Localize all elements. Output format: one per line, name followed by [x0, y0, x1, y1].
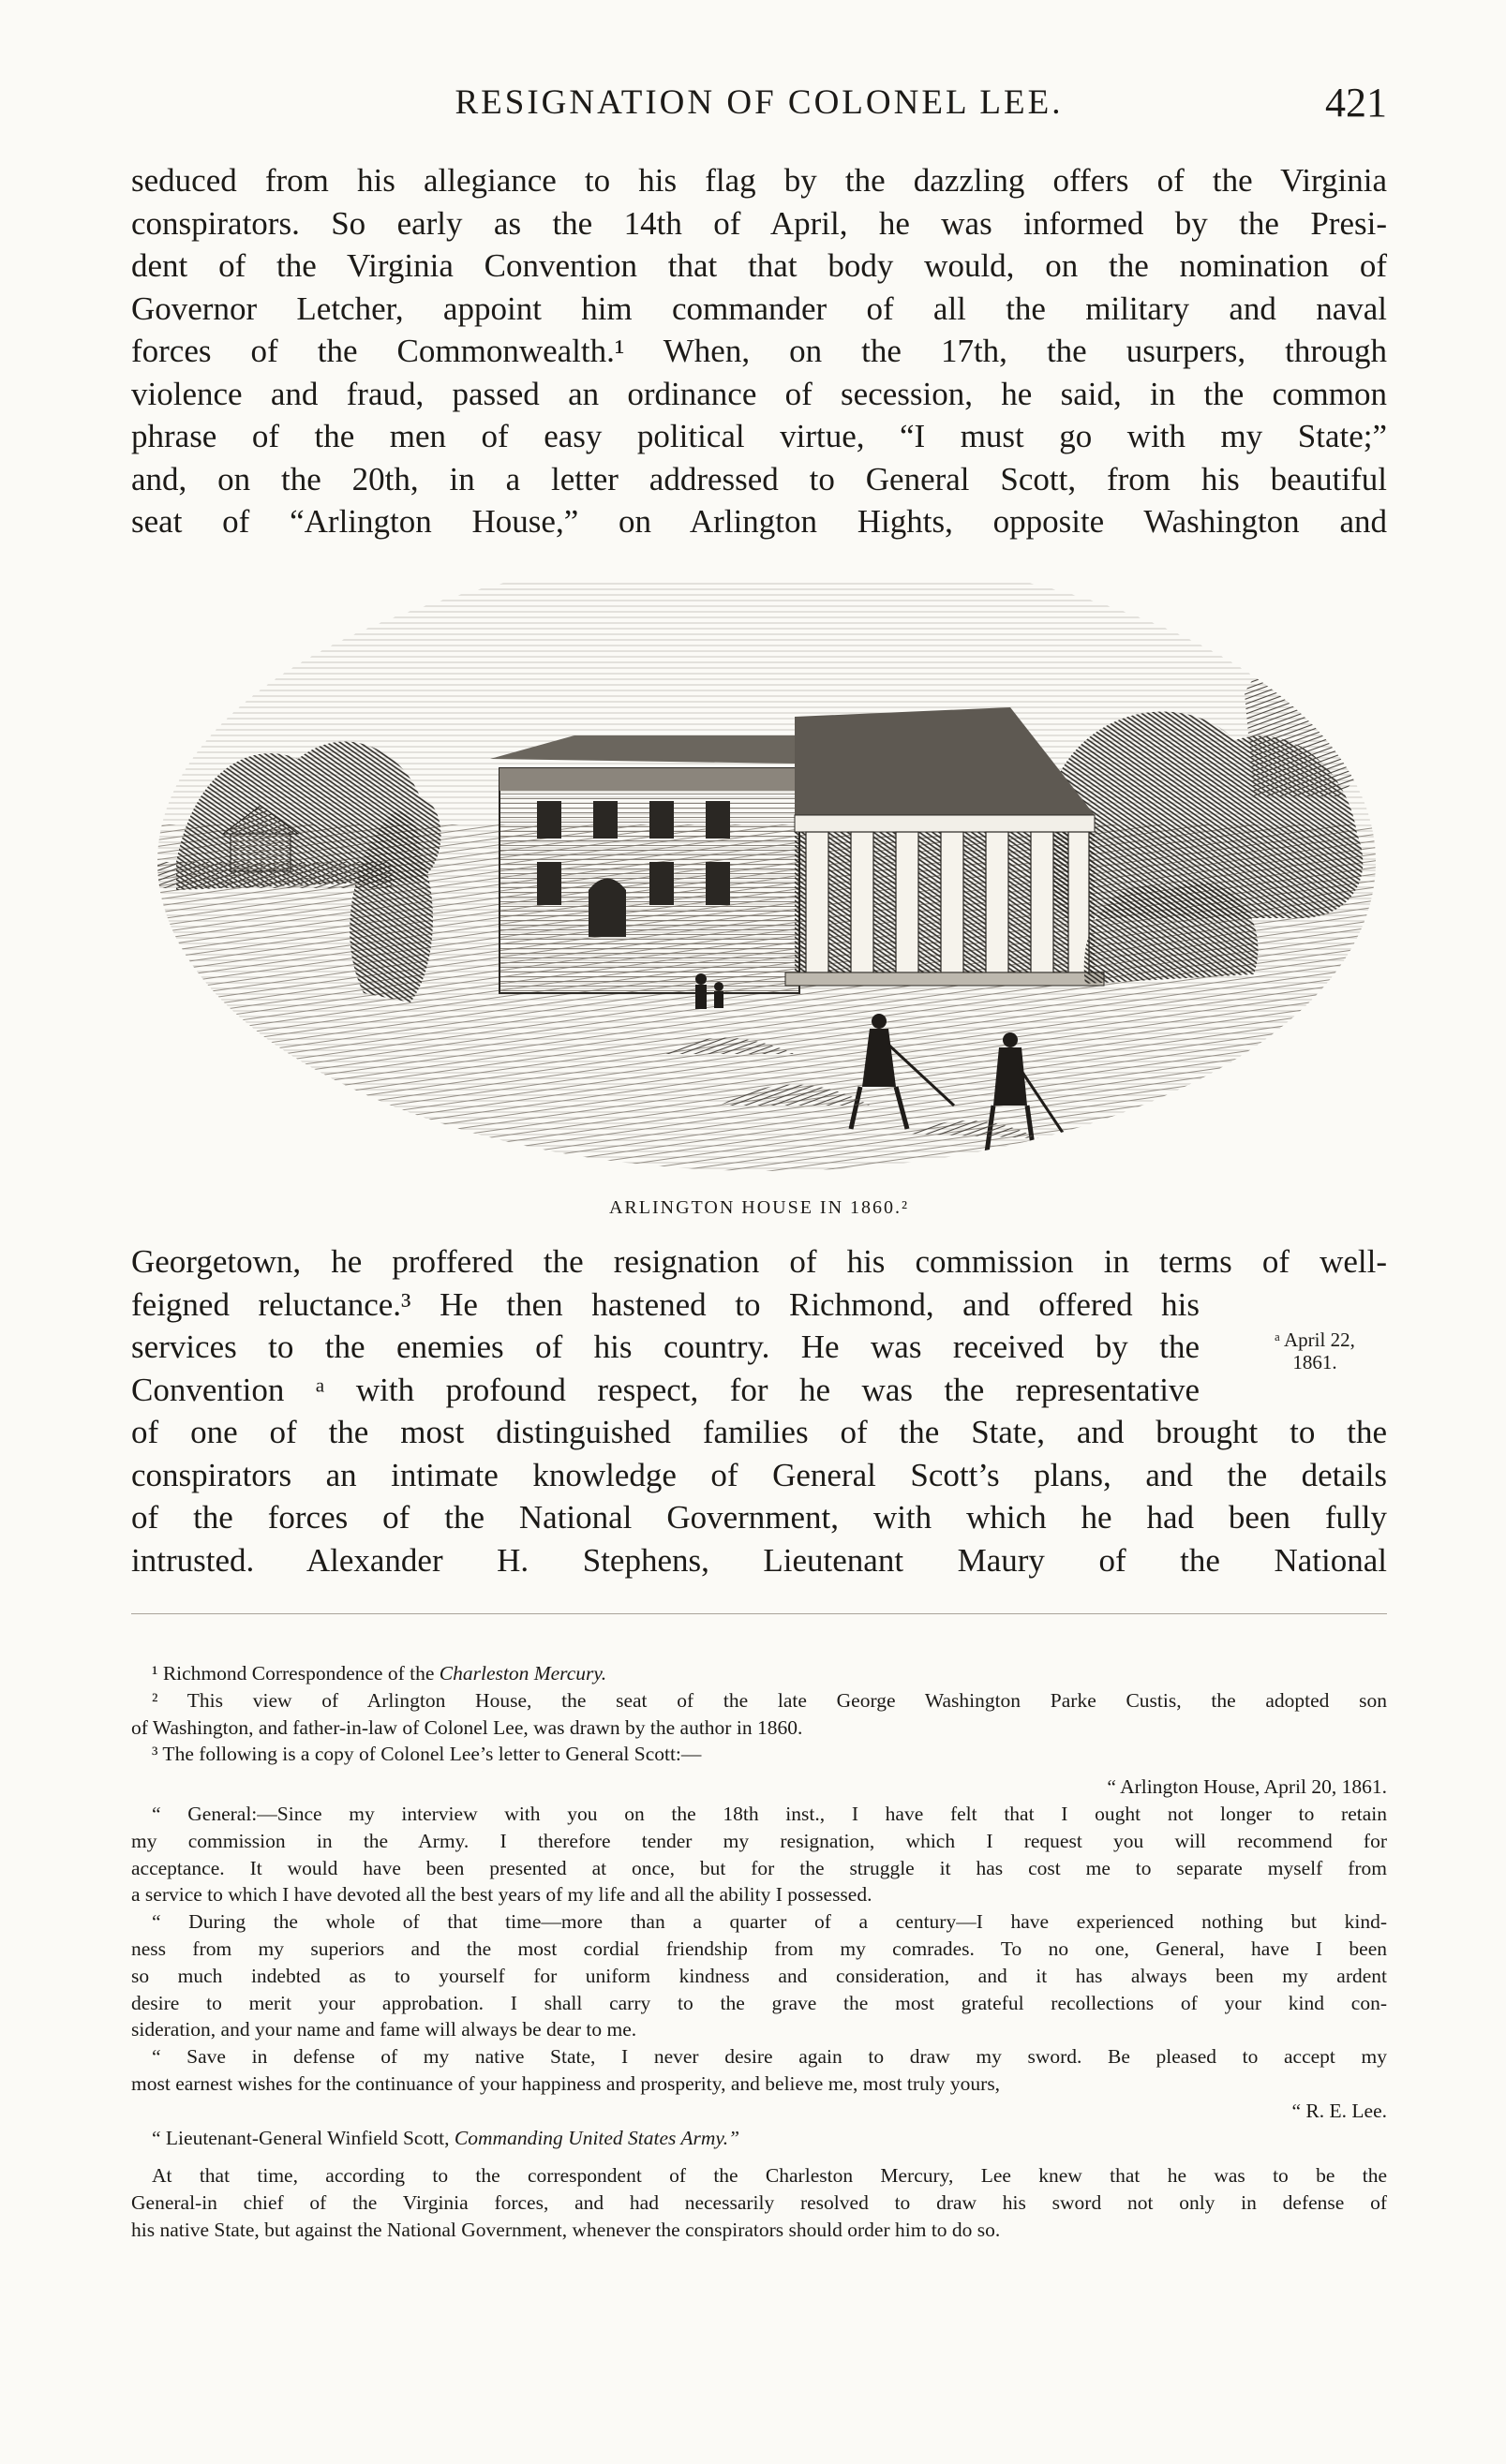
text-line: of one of the most distinguished families of the State, and brought to the	[131, 1414, 1387, 1450]
letter-dateline: “ Arlington House, April 20, 1861.	[1107, 1775, 1387, 1799]
page-number: 421	[1325, 80, 1387, 126]
text-line: seduced from his allegiance to his flag by the dazzling offers of the Virginia	[131, 162, 1387, 199]
footnotes	[131, 1660, 1387, 2244]
running-head: RESIGNATION OF COLONEL LEE.	[455, 83, 1064, 122]
text-line: and, on the 20th, in a letter addressed to General Scott, from his beautiful	[131, 460, 1387, 497]
text-line: of the forces of the National Government, with which he had been fully	[131, 1499, 1387, 1536]
body-paragraph-bottom	[131, 1240, 1387, 1581]
text-line: feigned reluctance.³ He then hastened to Richmond, and offered his	[131, 1285, 1200, 1323]
closing-line: his native State, but against the National Government, whenever the conspirators should order him to do so.	[131, 2218, 1001, 2241]
letter-line: desire to merit your approbation. I shall carry to the grave the most grateful recollections of your kind con-	[131, 1991, 1387, 2014]
footnote-2-line: of Washington, and father-in-law of Colonel Lee, was drawn by the author in 1860.	[131, 1715, 803, 1739]
letter-line: “ During the whole of that time—more than a quarter of a century—I have experienced nothing but kind-	[152, 1910, 1387, 1934]
addressee-italic: Commanding United States Army.”	[454, 2126, 740, 2149]
text-line: Governor Letcher, appoint him commander of all the military and naval	[131, 289, 1387, 327]
text-line: Georgetown, he proffered the resignation of his commission in terms of well-	[131, 1243, 1387, 1280]
arlington-house-engraving	[139, 581, 1394, 1190]
body-paragraph-top	[131, 159, 1387, 543]
letter-line: “ Save in defense of my native State, I never desire again to draw my sword. Be pleased to accept my	[152, 2045, 1387, 2069]
text-line: conspirators. So early as the 14th of April, he was informed by the Presi-	[131, 204, 1387, 242]
closing-line: General-in chief of the Virginia forces, and had necessarily resolved to draw his sword not only in defense of	[131, 2191, 1387, 2215]
text-line: services to the enemies of his country. He was received by the	[131, 1328, 1200, 1365]
letter-signature: “ R. E. Lee.	[1291, 2099, 1387, 2122]
letter-line: so much indebted as to yourself for uniform kindness and consideration, and it has always been my ardent	[131, 1964, 1387, 1987]
footnote-rule	[131, 1613, 1387, 1614]
page-header	[131, 82, 1387, 129]
text-line: phrase of the men of easy political virtue, “I must go with my State;”	[131, 418, 1387, 454]
illustration-caption: ARLINGTON HOUSE IN 1860.²	[608, 1197, 910, 1218]
letter-line: sideration, and your name and fame will always be dear to me.	[131, 2018, 637, 2041]
footnote-2-line: ² This view of Arlington House, the seat of the late George Washington Parke Custis, the adopted son	[152, 1688, 1387, 1712]
margin-date-note	[1235, 1328, 1394, 1373]
text-line: intrusted. Alexander H. Stephens, Lieutenant Maury of the National	[131, 1541, 1387, 1579]
footnote-1	[131, 1660, 1387, 1687]
footnote-3-intro: ³ The following is a copy of Colonel Lee’s letter to General Scott:—	[152, 1743, 702, 1766]
margin-note-line: ᵃ April 22,	[1275, 1328, 1355, 1351]
closing-line: At that time, according to the correspondent of the Charleston Mercury, Lee knew that he was to be the	[152, 2164, 1387, 2188]
arlington-house	[490, 707, 1104, 993]
footnote-text: ¹ Richmond Correspondence of the	[152, 1662, 440, 1685]
letter-line: acceptance. It would have been presented at once, but for the struggle it has cost me to separate myself from	[131, 1856, 1387, 1879]
addressee-text: “ Lieutenant-General Winfield Scott,	[152, 2126, 455, 2149]
text-line: dent of the Virginia Convention that that body would, on the nomination of	[131, 247, 1387, 284]
letter-line: my commission in the Army. I therefore tender my resignation, which I request you will recommend for	[131, 1829, 1387, 1852]
text-line: violence and fraud, passed an ordinance of secession, he said, in the common	[131, 375, 1387, 412]
text-line: Convention ᵃ with profound respect, for he was the representative	[131, 1371, 1200, 1408]
text-line: seat of “Arlington House,” on Arlington Hights, opposite Washington and	[131, 503, 1387, 540]
letter-line: a service to which I have devoted all the best years of my life and all the ability I possessed.	[131, 1883, 872, 1907]
letter-line: ness from my superiors and the most cordial friendship from my comrades. To no one, General, have I been	[131, 1937, 1387, 1960]
margin-note-line: 1861.	[1292, 1351, 1337, 1373]
text-line: conspirators an intimate knowledge of General Scott’s plans, and the details	[131, 1456, 1387, 1493]
footnote-italic: Charleston Mercury.	[439, 1662, 607, 1685]
letter-addressee	[131, 2125, 1387, 2152]
letter-line: most earnest wishes for the continuance of your happiness and prosperity, and believe me, most truly yours,	[131, 2071, 1001, 2095]
letter-line: “ General:—Since my interview with you on the 18th inst., I have felt that I ought not longer to retain	[152, 1802, 1387, 1825]
text-line: forces of the Commonwealth.¹ When, on the 17th, the usurpers, through	[131, 333, 1387, 369]
